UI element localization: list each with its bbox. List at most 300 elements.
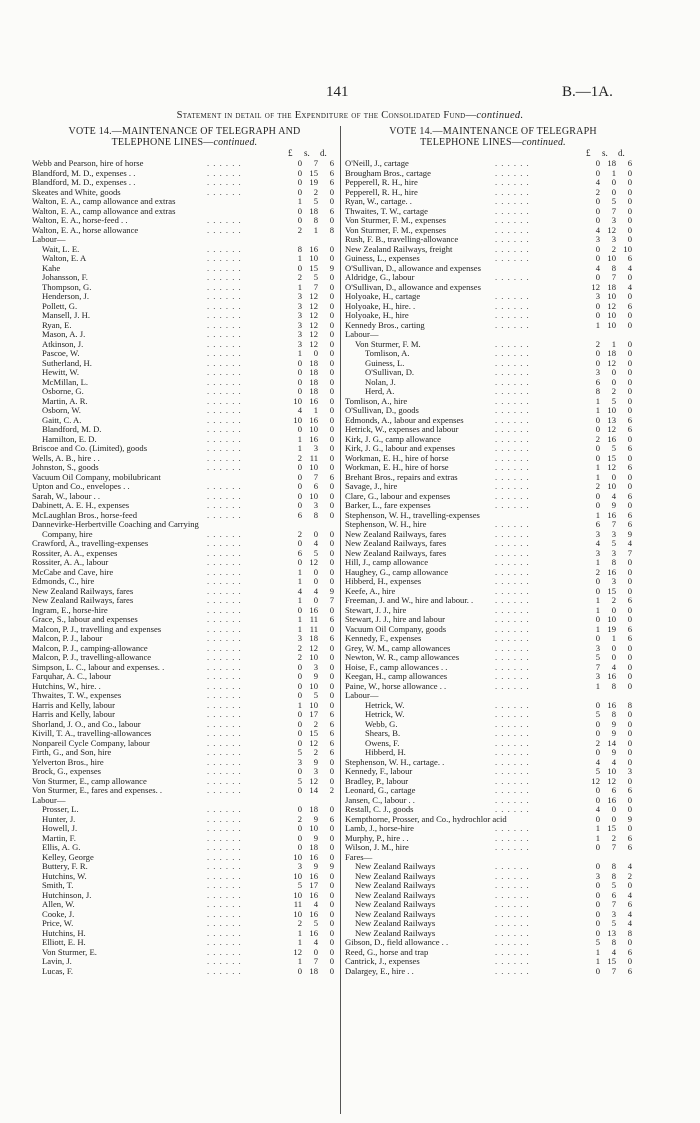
entry-name: McMillan, L. (42, 376, 89, 387)
leader-dots: . . . . . . (207, 823, 242, 833)
leader-dots: . . . . . . (495, 205, 530, 216)
pence-cell: 0 (627, 357, 632, 368)
leader-dots: . . . . . . (207, 766, 242, 776)
leader-dots: . . . . . . (495, 215, 530, 225)
shillings-cell: 18 (607, 158, 616, 168)
pence-cell: 6 (329, 709, 334, 719)
shillings-cell: 4 (313, 538, 318, 548)
pounds-cell: 0 (297, 205, 302, 216)
leader-dots: . . . . . . (495, 718, 530, 729)
shillings-cell: 16 (309, 851, 318, 862)
statement-suffix: continued. (476, 110, 524, 121)
pence-cell: 6 (627, 414, 632, 425)
pence-cell: 6 (329, 205, 334, 216)
pence-cell: 0 (627, 604, 632, 615)
entry-name: Brehant Bros., repairs and extras (345, 471, 458, 482)
pounds-cell: 1 (595, 946, 600, 957)
entry-name: Gibson, D., field allowance . . (345, 937, 449, 947)
pounds-cell: 2 (595, 433, 600, 444)
pence-cell: 6 (627, 443, 632, 453)
shillings-cell: 15 (607, 823, 616, 833)
shillings-cell: 1 (611, 338, 616, 349)
leader-dots: . . . . . . (495, 842, 530, 852)
entry-name: Hibberd, H. (365, 747, 406, 757)
entry-name: Thwaites, T. W., expenses (32, 690, 122, 700)
pence-cell: 6 (627, 899, 632, 909)
shillings-cell: 10 (309, 253, 318, 263)
pounds-cell: 1 (595, 509, 600, 520)
entry-name: Von Sturmer, E. (42, 946, 97, 957)
entry-name: O'Sullivan, D., goods (345, 405, 419, 415)
entry-name: Upton and Co., envelopes . . (32, 481, 130, 491)
shillings-cell: 4 (313, 585, 318, 596)
right-title-cont: continued. (521, 137, 566, 148)
ledger-row (32, 311, 337, 321)
shillings-cell: 16 (309, 395, 318, 406)
shillings-cell: 8 (611, 680, 616, 691)
shillings-cell: 9 (611, 728, 616, 738)
pounds-cell: 0 (595, 899, 600, 909)
leader-dots: . . . . . . (495, 310, 530, 320)
entry-name: Grey, W. M., camp allowances (345, 642, 451, 653)
shillings-cell: 12 (607, 424, 616, 434)
shillings-cell: 15 (607, 452, 616, 463)
pounds-cell: 6 (297, 509, 302, 520)
shillings-cell: 15 (309, 728, 318, 738)
shillings-cell: 18 (309, 633, 318, 643)
pounds-cell: 2 (595, 186, 600, 197)
entry-name: Freeman, J. and W., hire and labour. . (345, 595, 474, 605)
leader-dots: . . . . . . (207, 557, 242, 567)
leader-dots: . . . . . . (207, 281, 242, 292)
pence-cell: 0 (329, 937, 334, 947)
leader-dots: . . . . . . (207, 357, 242, 368)
leader-dots: . . . . . . (495, 604, 530, 615)
pence-cell: 3 (627, 766, 632, 776)
entry-name: Walton, E. A., camp allowance and extras (32, 205, 176, 216)
entry-name: Stephenson, W. H., cartage. . (345, 756, 445, 767)
leader-dots: . . . . . . (495, 614, 530, 624)
shillings-cell: 12 (607, 775, 616, 786)
right-entries (345, 159, 641, 976)
pence-cell: 0 (329, 376, 334, 387)
pounds-cell: 0 (595, 158, 600, 168)
leader-dots: . . . . . . (495, 386, 530, 396)
pence-cell: 0 (329, 965, 334, 976)
pounds-cell: 0 (297, 376, 302, 387)
entry-name: Workman, E. H., hire of horse (345, 452, 449, 463)
shillings-cell: 10 (607, 766, 616, 776)
entry-name: Wells, A. B., hire . . (32, 452, 100, 463)
entry-name: Von Sturmer, F. M. (355, 338, 421, 349)
pence-header: d. (320, 148, 327, 158)
pounds-cell: 1 (297, 699, 302, 710)
leader-dots: . . . . . . (495, 566, 530, 577)
pence-cell: 0 (627, 167, 632, 178)
pounds-cell: 0 (595, 785, 600, 795)
shillings-cell: 11 (309, 623, 318, 634)
leader-dots: . . . . . . (207, 253, 242, 263)
pence-cell: 0 (627, 614, 632, 624)
pence-cell: 0 (627, 196, 632, 206)
pence-cell: 8 (627, 927, 632, 938)
leader-dots: . . . . . . (495, 414, 530, 425)
entry-name: Walton, E. A., horse allowance (32, 224, 139, 235)
pounds-cell: 0 (297, 386, 302, 396)
pounds-cell: 0 (297, 804, 302, 814)
entry-name: Brougham Bros., cartage (345, 167, 431, 178)
entry-name: O'Sullivan, D., allowance and expenses (345, 262, 481, 273)
shillings-cell: 16 (607, 433, 616, 444)
shillings-cell: 3 (611, 908, 616, 919)
pounds-cell: 0 (297, 718, 302, 729)
shillings-cell: 12 (309, 338, 318, 349)
leader-dots: . . . . . . (495, 870, 530, 881)
pence-cell: 0 (627, 718, 632, 729)
pence-cell: 0 (329, 804, 334, 814)
leader-dots: . . . . . . (207, 661, 242, 672)
shillings-cell: 10 (309, 823, 318, 833)
entry-name: Sarah, W., labour . . (32, 490, 101, 501)
shillings-cell: 12 (607, 224, 616, 235)
pence-cell: 0 (627, 747, 632, 757)
pounds-cell: 1 (297, 956, 302, 966)
pence-cell: 0 (329, 652, 334, 662)
pounds-cell: 1 (297, 937, 302, 947)
shillings-cell: 18 (309, 357, 318, 368)
ledger-row (32, 292, 337, 302)
leader-dots: . . . . . . (207, 367, 242, 377)
leader-dots: . . . . . . (207, 671, 242, 681)
shillings-cell: 0 (611, 177, 616, 187)
pounds-cell: 5 (595, 766, 600, 776)
pence-cell: 0 (329, 604, 334, 615)
pence-cell: 0 (627, 205, 632, 216)
pence-cell: 0 (329, 443, 334, 453)
shillings-cell: 12 (309, 310, 318, 320)
shillings-cell: 12 (607, 300, 616, 311)
leader-dots: . . . . . . (495, 585, 530, 596)
leader-dots: . . . . . . (495, 186, 530, 197)
pence-cell: 0 (329, 642, 334, 653)
leader-dots: . . . . . . (207, 481, 242, 491)
pounds-cell: 1 (297, 443, 302, 453)
entry-name: Osborn, W. (42, 405, 81, 415)
leader-dots: . . . . . . (207, 243, 242, 254)
pounds-cell: 1 (297, 253, 302, 263)
pence-cell: 0 (329, 424, 334, 434)
pounds-cell: 0 (595, 861, 600, 871)
shillings-cell: 12 (309, 775, 318, 786)
entry-name: Holyoake, H., hire (345, 310, 409, 320)
pence-cell: 0 (329, 756, 334, 767)
leader-dots: . . . . . . (207, 861, 242, 871)
pounds-cell: 1 (595, 462, 600, 472)
entry-name: Herd, A. (365, 386, 395, 396)
entry-name: Henderson, J. (42, 291, 90, 301)
leader-dots: . . . . . . (495, 291, 530, 301)
pounds-cell: 3 (595, 291, 600, 301)
shillings-cell: 3 (313, 661, 318, 672)
pounds-cell: 3 (595, 234, 600, 244)
shillings-cell: 10 (607, 614, 616, 624)
document-reference: B.—1A. (562, 84, 613, 100)
leader-dots: . . . . . . (495, 424, 530, 434)
pounds-cell: 7 (595, 661, 600, 672)
entry-name: Aldridge, G., labour (345, 272, 415, 282)
entry-name: Kennedy, F., labour (345, 766, 413, 776)
pounds-cell: 5 (595, 937, 600, 947)
entry-name: Hutchins, W., hire. . (32, 680, 101, 691)
pounds-cell: 0 (297, 424, 302, 434)
pence-cell: 0 (329, 215, 334, 225)
pounds-cell: 0 (595, 272, 600, 282)
pence-cell: 4 (627, 262, 632, 273)
pounds-cell: 3 (595, 547, 600, 558)
entry-name: Blandford, M. D., expenses . . (32, 167, 136, 178)
leader-dots: . . . . . . (207, 851, 242, 862)
pence-cell: 6 (329, 158, 334, 168)
leader-dots: . . . . . . (495, 794, 530, 805)
shillings-cell: 5 (313, 690, 318, 700)
pounds-cell: 0 (297, 357, 302, 368)
pence-cell: 0 (329, 547, 334, 558)
entry-name: Dalargey, E., hire . . (345, 965, 414, 976)
shillings-cell: 12 (309, 291, 318, 301)
entry-name: Elliott, E. H. (42, 937, 86, 947)
pounds-cell: 0 (297, 177, 302, 187)
entry-name: Walton, E. A., camp allowance and extras (32, 196, 176, 206)
entry-name: New Zealand Railways, fares (345, 538, 447, 548)
entry-name: Kennedy, F., expenses (345, 633, 422, 643)
leader-dots: . . . . . . (207, 870, 242, 881)
shillings-cell: 5 (611, 196, 616, 206)
entry-name: Webb, G. (365, 718, 398, 729)
leader-dots: . . . . . . (207, 547, 242, 558)
entry-name: New Zealand Railways (355, 880, 436, 890)
shillings-cell: 15 (607, 585, 616, 596)
pence-cell: 2 (329, 785, 334, 795)
pence-cell: 6 (329, 614, 334, 624)
shillings-cell: 16 (309, 908, 318, 919)
entry-name: Osborne, G. (42, 386, 84, 396)
pence-cell: 6 (329, 747, 334, 757)
pence-cell: 0 (627, 728, 632, 738)
shillings-cell: 3 (611, 215, 616, 225)
ledger-row (32, 910, 337, 920)
leader-dots: . . . . . . (207, 490, 242, 501)
entry-name: Stephenson, W. H., hire (345, 519, 427, 529)
leader-dots: . . . . . . (207, 804, 242, 814)
leader-dots: . . . . . . (207, 215, 242, 225)
column-divider (340, 126, 341, 1114)
pounds-cell: 2 (595, 481, 600, 491)
pounds-cell: 2 (297, 452, 302, 463)
shillings-cell: 6 (611, 785, 616, 795)
entry-name: Von Sturmer, F. M., expenses (345, 224, 446, 235)
pence-cell: 0 (329, 918, 334, 928)
entry-name: Labour— (32, 234, 66, 244)
leader-dots: . . . . . . (495, 348, 530, 358)
leader-dots: . . . . . . (207, 424, 242, 434)
entry-name: Smith, T. (42, 880, 74, 890)
leader-dots: . . . . . . (207, 747, 242, 757)
pence-cell: 0 (627, 823, 632, 833)
pounds-cell: 0 (297, 262, 302, 273)
leader-dots: . . . . . . (495, 680, 530, 691)
pounds-cell: 5 (595, 709, 600, 719)
shillings-cell: 4 (313, 899, 318, 909)
entry-name: New Zealand Railways (355, 899, 436, 909)
shillings-cell: 0 (611, 376, 616, 387)
ledger-row (32, 891, 337, 901)
page-header (0, 0, 700, 70)
shillings-cell: 3 (313, 500, 318, 510)
entry-name: Walton, E. A., horse-feed . . (32, 215, 128, 225)
leader-dots: . . . . . . (207, 956, 242, 966)
pounds-cell: 11 (293, 899, 302, 909)
entry-name: Martin, A. R. (42, 395, 88, 406)
shillings-cell: 11 (309, 452, 318, 463)
entry-name: Gaitt, C. A. (42, 414, 82, 425)
shillings-cell: 18 (309, 842, 318, 852)
pounds-cell: 1 (595, 832, 600, 843)
leader-dots: . . . . . . (495, 158, 530, 168)
pounds-cell: 1 (297, 566, 302, 577)
pence-cell: 8 (329, 224, 334, 235)
pence-cell: 0 (627, 177, 632, 187)
pence-cell: 0 (627, 956, 632, 966)
entry-name: New Zealand Railways (355, 870, 436, 881)
pounds-cell: 3 (297, 633, 302, 643)
shillings-cell: 8 (611, 709, 616, 719)
entry-name: Reed, G., horse and trap (345, 946, 429, 957)
pounds-cell: 0 (595, 500, 600, 510)
pounds-cell: 0 (297, 766, 302, 776)
entry-name: Leonard, G., cartage (345, 785, 416, 795)
pounds-cell: 0 (595, 794, 600, 805)
pounds-cell: 8 (595, 386, 600, 396)
pence-cell: 0 (627, 500, 632, 510)
shillings-cell: 9 (313, 671, 318, 681)
entry-name: Von Sturmer, E., fares and expenses. . (32, 785, 163, 795)
pence-cell: 0 (627, 642, 632, 653)
leader-dots: . . . . . . (207, 680, 242, 691)
shillings-cell: 4 (611, 756, 616, 767)
leader-dots: . . . . . . (207, 452, 242, 463)
shillings-cell: 12 (309, 319, 318, 330)
shillings-cell: 9 (611, 718, 616, 729)
pounds-cell: 3 (297, 310, 302, 320)
entry-name: Holyoake, H., cartage (345, 291, 421, 301)
entry-name: McCabe and Cave, hire (32, 566, 114, 577)
entry-name: Mason, A. J. (42, 329, 86, 339)
pence-cell: 0 (329, 557, 334, 567)
pence-cell: 0 (329, 452, 334, 463)
shillings-cell: 7 (313, 956, 318, 966)
pounds-cell: 10 (293, 870, 302, 881)
entry-name: Workman, E. H., hire of horse (345, 462, 449, 472)
pence-cell: 0 (329, 956, 334, 966)
shillings-cell: 2 (611, 386, 616, 396)
ledger-row (32, 226, 337, 236)
left-column (32, 126, 337, 976)
leader-dots: . . . . . . (207, 889, 242, 900)
pence-cell: 0 (329, 766, 334, 776)
shillings-cell: 16 (607, 509, 616, 520)
leader-dots: . . . . . . (495, 167, 530, 178)
entry-name: Webb and Pearson, hire of horse (32, 158, 144, 168)
entry-name: Mansell, J. H. (42, 310, 90, 320)
leader-dots: . . . . . . (207, 709, 242, 719)
leader-dots: . . . . . . (495, 471, 530, 482)
shillings-cell: 3 (313, 443, 318, 453)
pounds-cell: 2 (595, 338, 600, 349)
leader-dots: . . . . . . (207, 500, 242, 510)
pounds-cell: 12 (293, 946, 302, 957)
shillings-cell: 7 (611, 965, 616, 976)
shillings-cell: 18 (309, 804, 318, 814)
pounds-cell: 0 (595, 633, 600, 643)
pounds-cell: 0 (297, 471, 302, 482)
leader-dots: . . . . . . (207, 395, 242, 406)
pounds-cell: 0 (595, 253, 600, 263)
pounds-cell: 0 (297, 367, 302, 377)
shillings-header: s. (602, 148, 608, 158)
leader-dots: . . . . . . (207, 642, 242, 653)
leader-dots: . . . . . . (495, 861, 530, 871)
pounds-cell: 3 (595, 528, 600, 539)
pounds-cell: 0 (595, 490, 600, 501)
pounds-cell: 1 (595, 823, 600, 833)
pence-cell: 6 (627, 832, 632, 843)
pounds-cell: 0 (595, 927, 600, 938)
entry-name: New Zealand Railways, fares (32, 595, 134, 605)
shillings-cell: 8 (611, 557, 616, 567)
pounds-cell: 3 (297, 300, 302, 311)
entry-name: Malcon, P. J., labour (32, 633, 103, 643)
pence-cell: 0 (627, 319, 632, 330)
entry-name: Cooke, J. (42, 908, 75, 919)
shillings-cell: 0 (611, 186, 616, 197)
shillings-cell: 10 (607, 405, 616, 415)
leader-dots: . . . . . . (207, 623, 242, 634)
entry-name: Company, hire (42, 528, 93, 539)
leader-dots: . . . . . . (495, 338, 530, 349)
leader-dots: . . . . . . (495, 538, 530, 548)
pounds-cell: 6 (297, 547, 302, 558)
pence-cell: 0 (329, 253, 334, 263)
leader-dots: . . . . . . (207, 310, 242, 320)
entry-name: Wilson, J. M., hire (345, 842, 409, 852)
pence-cell: 0 (329, 880, 334, 890)
leader-dots: . . . . . . (207, 348, 242, 358)
leader-dots: . . . . . . (495, 547, 530, 558)
entry-name: Rossiter, A. A., labour (32, 557, 109, 567)
leader-dots: . . . . . . (495, 405, 530, 415)
shillings-cell: 10 (309, 699, 318, 710)
shillings-cell: 8 (611, 262, 616, 273)
pence-cell: 0 (627, 576, 632, 586)
pence-cell: 0 (329, 500, 334, 510)
leader-dots: . . . . . . (207, 946, 242, 957)
shillings-cell: 9 (313, 756, 318, 767)
leader-dots: . . . . . . (495, 319, 530, 330)
shillings-cell: 17 (309, 709, 318, 719)
leader-dots: . . . . . . (207, 775, 242, 786)
shillings-cell: 7 (611, 205, 616, 216)
pounds-cell: 0 (297, 538, 302, 548)
